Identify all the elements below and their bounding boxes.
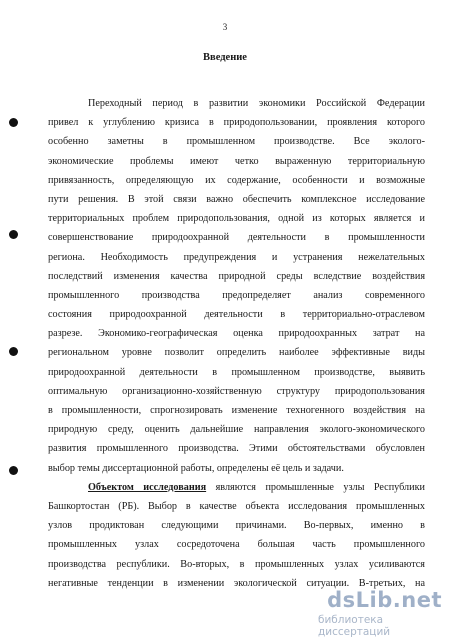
object-term: Объектом исследования [88, 481, 207, 493]
text-line: Башкортостан (РБ). Выбор в качестве объекта исследования промышленных [48, 500, 425, 512]
watermark [318, 588, 448, 638]
text-line: особенно заметны в промышленном производстве. Все эколого- [48, 136, 425, 148]
text-line: состояния природоохранной деятельности в территориально-отраслевом [48, 309, 425, 321]
text-line: узлов продиктован следующими причинами. Во-первых, именно в [48, 520, 425, 532]
bullet-3 [9, 347, 18, 356]
text-line: природоохранной деятельности в промышленном производстве, выявить [48, 366, 425, 378]
text-line: региональном уровне позволит определить наиболее эффективные виды [48, 347, 425, 359]
text-line: промышленного производства предопределяет анализ современного [48, 289, 425, 301]
text-line: Переходный период в развитии экономики Российской Федерации [88, 98, 425, 109]
section-heading: Введение [203, 52, 247, 63]
watermark-tagline: библиотека диссертаций [318, 614, 391, 638]
text-line: оптимальную организационно-хозяйственную структуру природопользования [48, 385, 425, 397]
text-line: экономические проблемы имеют четко выраженную территориальную [48, 155, 425, 167]
text-line: разрезе. Экономико-географическая оценка природоохранных затрат на [48, 328, 425, 340]
text-line: привел к углублению кризиса в природопользовании, проявления которого [48, 117, 425, 129]
bullet-4 [9, 466, 18, 475]
body-text [48, 94, 425, 593]
object-rest: являются промышленные узлы Республики [206, 481, 425, 493]
watermark-logo: dsLib.net [327, 588, 442, 612]
bullet-1 [9, 118, 18, 127]
text-line: региона. Необходимость предупреждения и устранения нежелательных [48, 251, 425, 263]
text-line: последствий изменения качества природной среды вследствие воздействия [48, 270, 425, 282]
text-line: выбор темы диссертационной работы, определены её цель и задачи. [48, 462, 344, 474]
text-line: совершенствование природоохранной деятельности в промышленности [48, 232, 425, 244]
text-line: привязанность, определяющую их содержание, особенности и возможные [48, 174, 425, 186]
page-number: 3 [222, 22, 228, 32]
text-line: пути решения. В этой связи важно обеспечить комплексное исследование [48, 193, 425, 205]
text-line: промышленных узлах сосредоточена большая часть промышленного [48, 539, 425, 551]
text-line: территориальных проблем природопользования, одной из которых является и [48, 213, 425, 225]
object-line [88, 478, 425, 497]
text-line: природную среду, оценить дальнейшие направления эколого-экономического [48, 424, 425, 436]
text-line: производства республики. Во-вторых, в промышленных узлах усиливаются [48, 558, 425, 570]
bullet-2 [9, 230, 18, 239]
text-line: в промышленности, спрогнозировать изменение техногенного воздействия на [48, 405, 425, 416]
text-line: негативные тенденции в изменении экологической ситуации. В-третьих, на [48, 577, 425, 589]
text-line: развития промышленного производства. Этими обстоятельствами обусловлен [48, 443, 425, 455]
